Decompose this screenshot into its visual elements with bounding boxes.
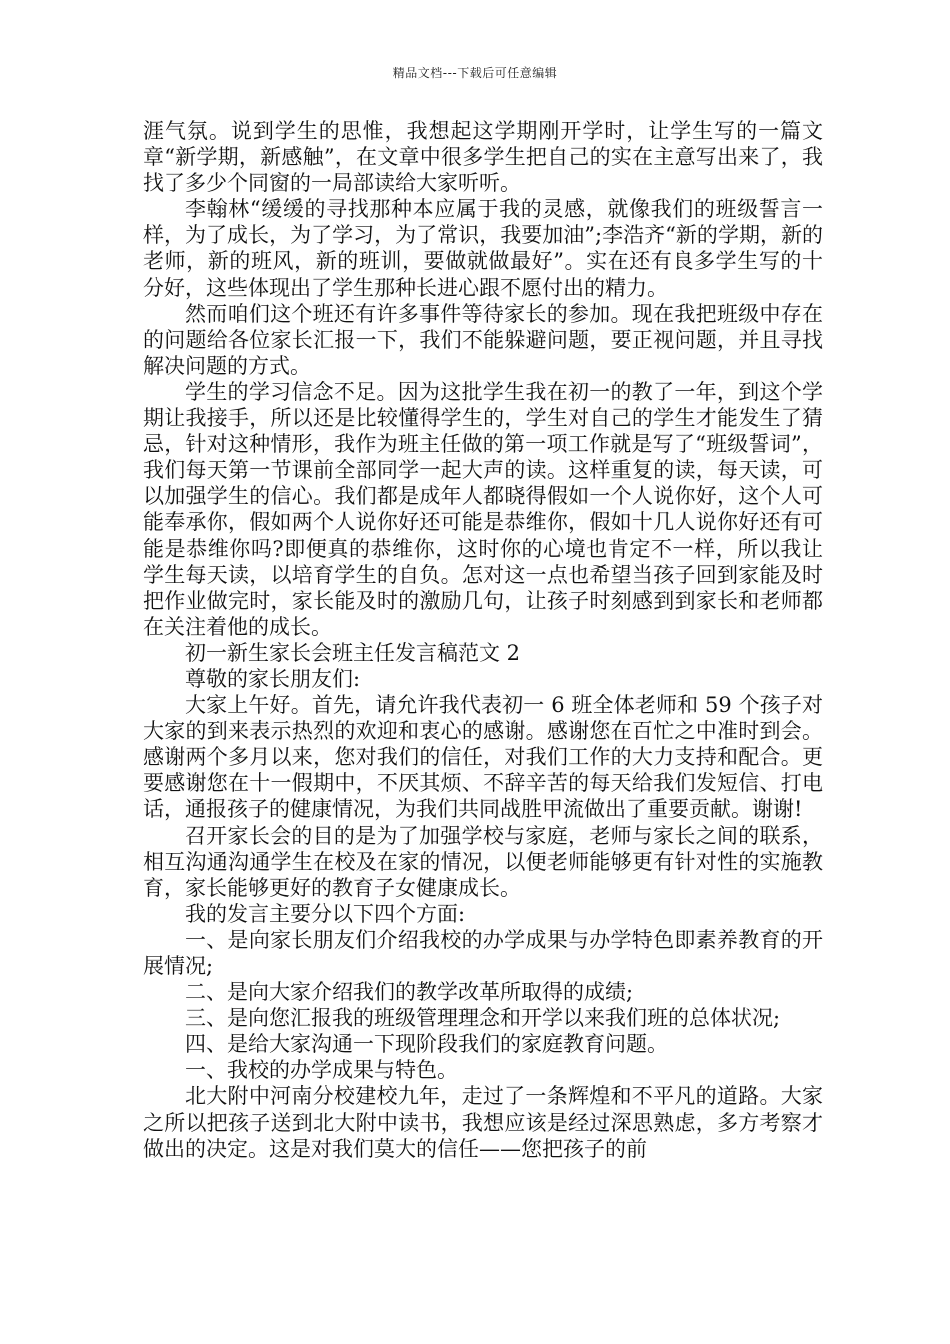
page-header: 精品文档---下载后可任意编辑 [392,66,558,80]
list-item: 一、是向家长朋友们介绍我校的办学成果与办学特色即素养教育的开展情况; [143,927,823,978]
section-heading: 一、我校的办学成果与特色。 [185,1058,458,1083]
paragraph: 我的发言主要分以下四个方面: [185,901,466,926]
paragraph: 李翰林“缓缓的寻找那种本应属于我的灵感，就像我们的班级誓言一样，为了成长，为了学习，为了常识，我要加油”;李浩齐“新的学期，新的老师，新的班风，新的班训，要做就做最好”。实在还有良多学生写的十分好，这些体现出了学生那种长进心跟不愿付出的精力。 [143,197,823,300]
section-heading: 初一新生家长会班主任发言稿范文 2 [185,640,521,665]
paragraph: 北大附中河南分校建校九年，走过了一条辉煌和不平凡的道路。大家之所以把孩子送到北大附中读书，我想应该是经过深思熟虑，多方考察才做出的决定。这是对我们莫大的信任——您把孩子的前 [143,1084,823,1161]
list-item: 二、是向大家介绍我们的教学改革所取得的成绩; [185,980,634,1005]
list-item: 四、是给大家沟通一下现阶段我们的家庭教育问题。 [185,1032,668,1057]
list-item: 三、是向您汇报我的班级管理理念和开学以来我们班的总体状况; [185,1006,781,1031]
paragraph: 学生的学习信念不足。因为这批学生我在初一的教了一年，到这个学期让我接手，所以还是比较懂得学生的，学生对自己的学生才能发生了猜忌，针对这种情形，我作为班主任做的第一项工作就是写了“班级誓词”，我们每天第一节课前全部同学一起大声的读。这样重复的读，每天读，可以加强学生的信心。我们都是成年人都晓得假如一个人说你好，这个人可能奉承你，假如两个人说你好还可能是恭维你，假如十几人说你好还有可能是恭维你吗?即便真的恭维你，这时你的心境也肯定不一样，所以我让学生每天读，以培育学生的自负。怎对这一点也希望当孩子回到家能及时把作业做完时，家长能及时的激励几句，让孩子时刻感到到家长和老师都在关注着他的成长。 [143,379,823,639]
paragraph: 大家上午好。首先，请允许我代表初一 6 班全体老师和 59 个孩子对大家的到来表示热烈的欢迎和衷心的感谢。感谢您在百忙之中准时到会。感谢两个多月以来，您对我们的信任，对我们工作的大力支持和配合。更要感谢您在十一假期中，不厌其烦、不辞辛苦的每天给我们发短信、打电话，通报孩子的健康情况，为我们共同战胜甲流做出了重要贡献。谢谢! [143,693,823,822]
paragraph: 涯气氛。说到学生的思惟，我想起这学期刚开学时，让学生写的一篇文章“新学期，新感触”，在文章中很多学生把自己的实在主意写出来了，我找了多少个同窗的一局部读给大家听听。 [143,119,823,196]
paragraph: 然而咱们这个班还有许多事件等待家长的参加。现在我把班级中存在的问题给各位家长汇报一下，我们不能躲避问题，要正视问题，并且寻找解决问题的方式。 [143,301,823,378]
salutation: 尊敬的家长朋友们: [185,666,361,691]
paragraph: 召开家长会的目的是为了加强学校与家庭，老师与家长之间的联系，相互沟通沟通学生在校及在家的情况，以便老师能够更有针对性的实施教育，家长能够更好的教育子女健康成长。 [143,823,823,900]
document-body [143,118,823,1162]
